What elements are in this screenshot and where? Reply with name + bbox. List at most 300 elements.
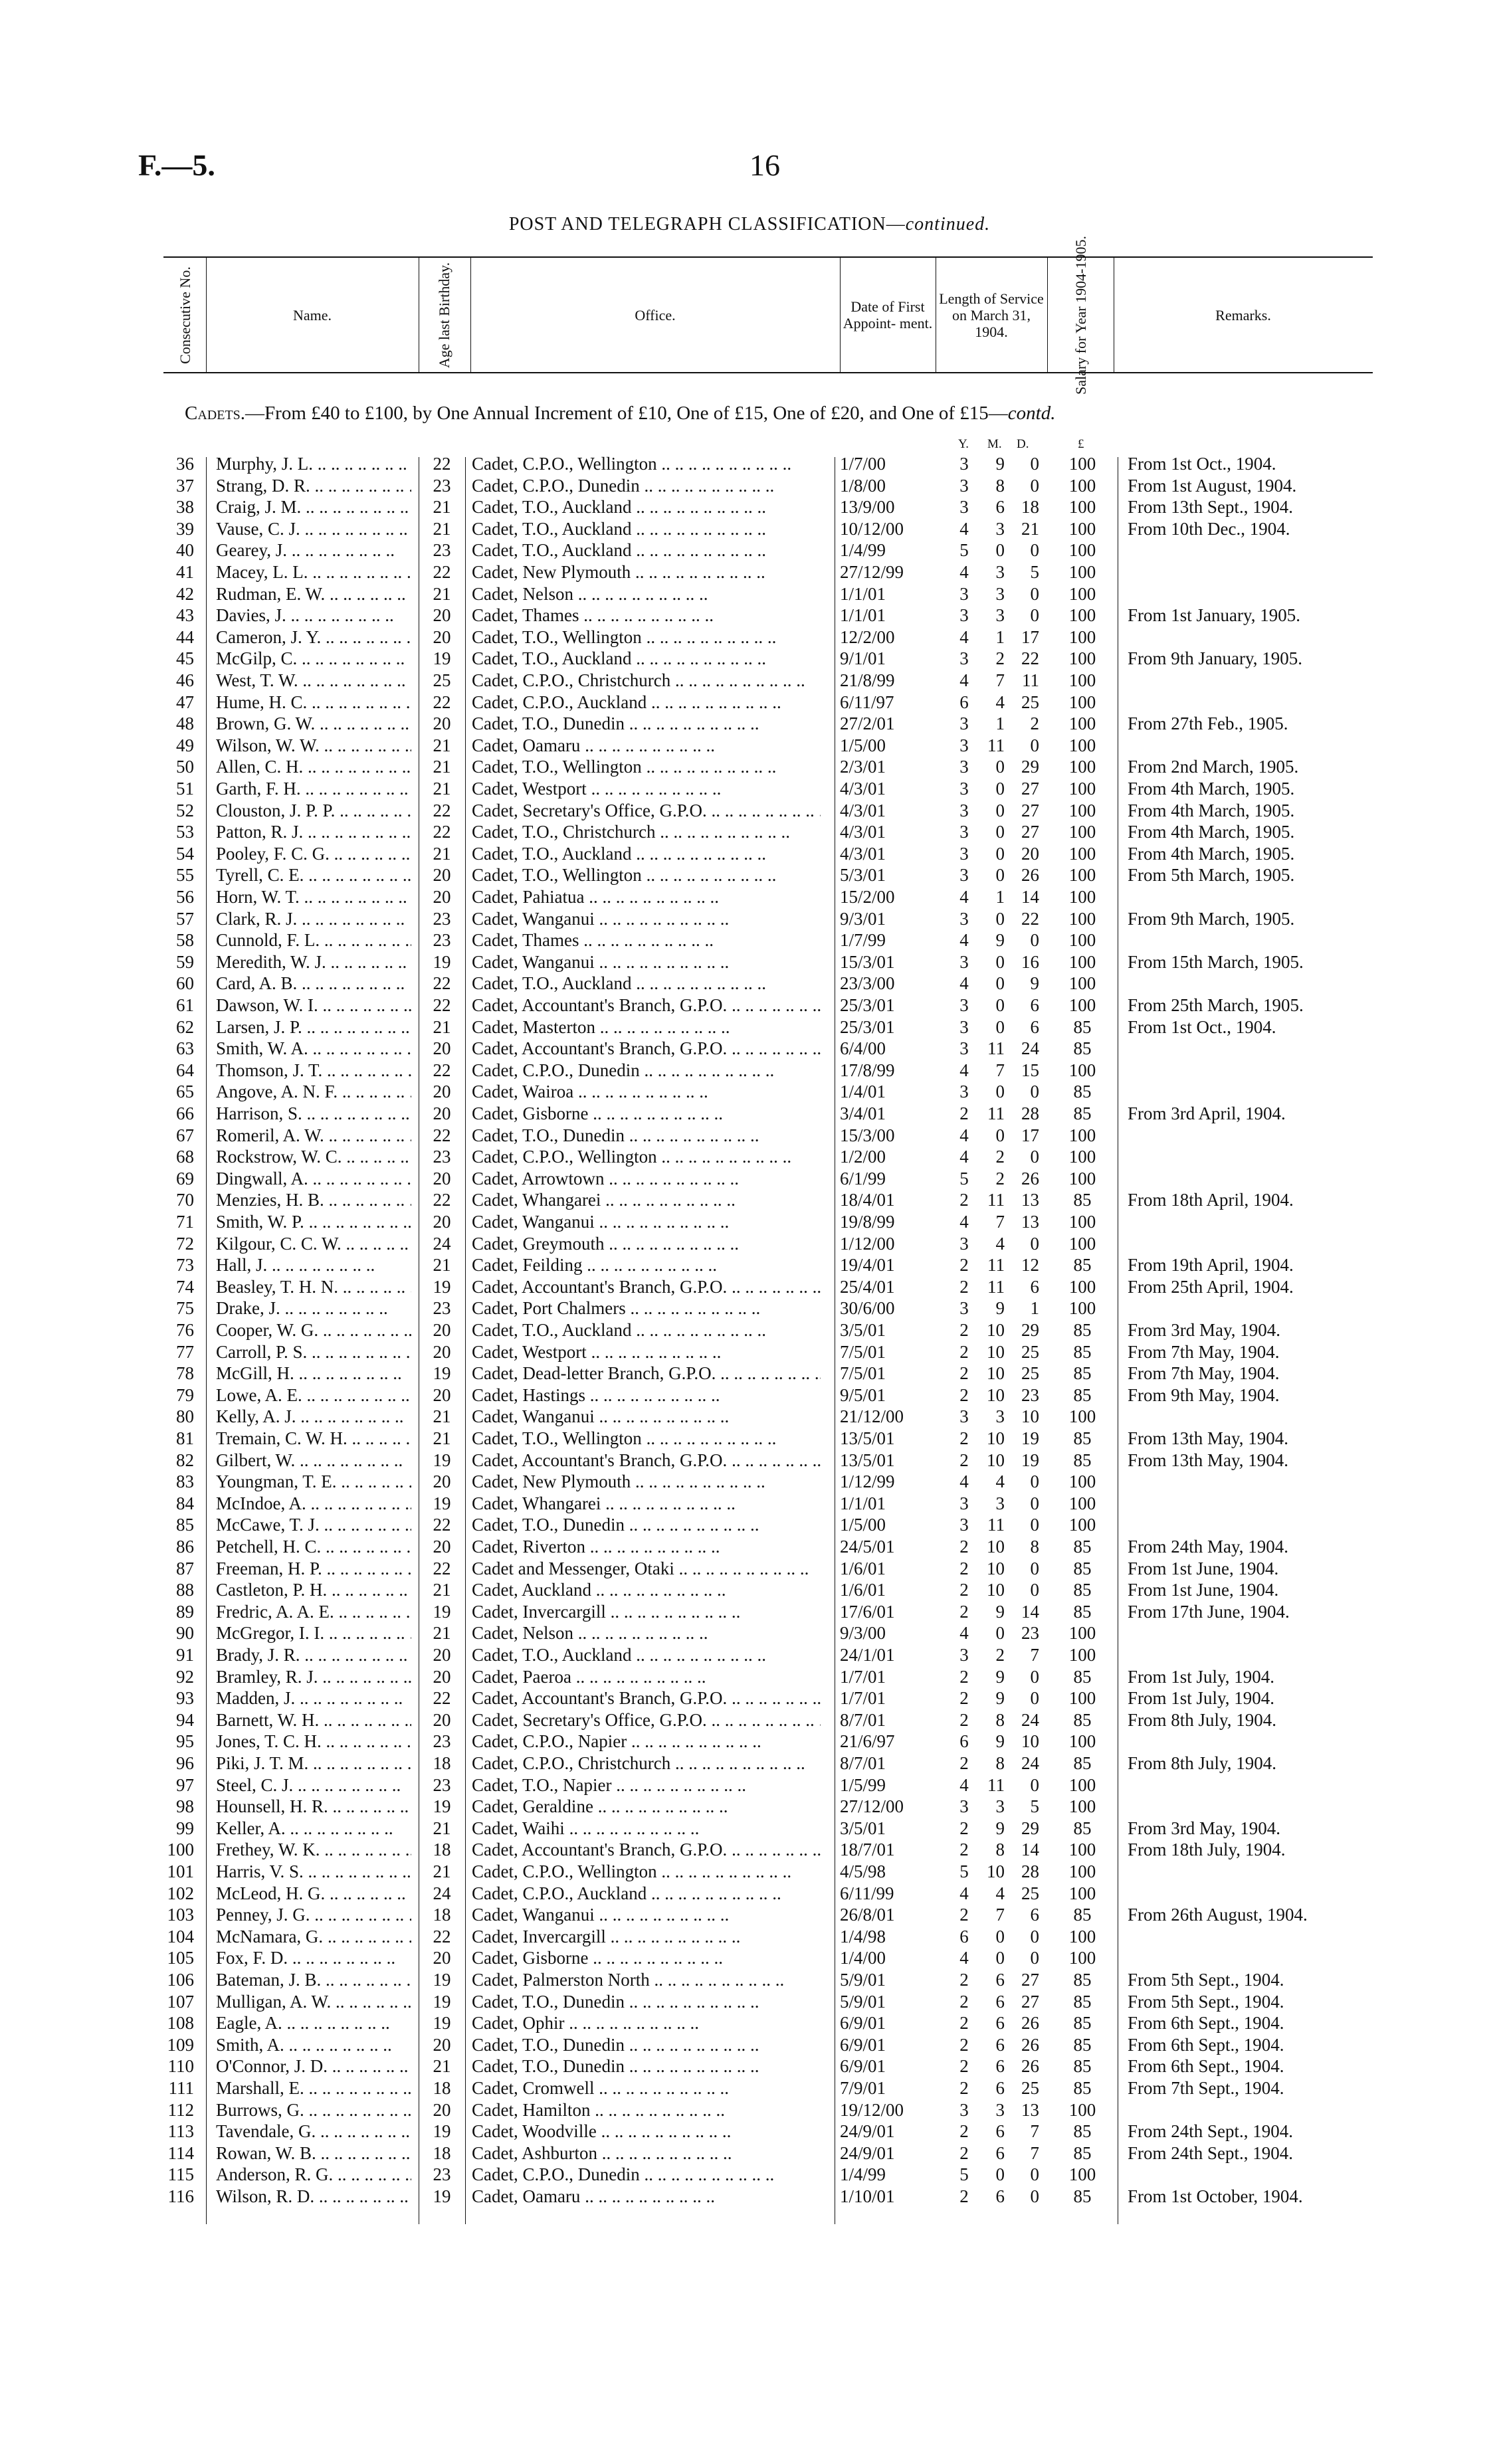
row-date: 1/12/00: [840, 1233, 895, 1254]
row-name: Cameron, J. Y. .. ..: [216, 626, 411, 648]
page-number: 16: [750, 148, 780, 182]
row-number: 95: [176, 1731, 194, 1752]
row-name: Smith, A. .. ..: [216, 2034, 411, 2055]
row-salary: 85: [1073, 1970, 1092, 1990]
row-office: Cadet, C.P.O., Wellington .. ..: [472, 1861, 821, 1882]
row-months: 10: [987, 1341, 1005, 1362]
row-days: 5: [1030, 562, 1039, 582]
row-years: 4: [959, 1060, 969, 1080]
col-age: Age last Birthday.: [436, 262, 453, 368]
row-years: 2: [959, 1905, 969, 1925]
row-salary: 100: [1068, 1212, 1096, 1232]
row-name: Murphy, J. L. .. ..: [216, 453, 411, 474]
row-number: 102: [167, 1883, 194, 1903]
row-remarks: From 7th Sept., 1904.: [1128, 2078, 1284, 2098]
row-days: 17: [1021, 1125, 1039, 1145]
row-date: 13/5/01: [840, 1428, 895, 1448]
row-salary: 85: [1073, 2013, 1092, 2034]
table-row: [0, 1254, 1499, 1276]
table-row: [0, 1731, 1499, 1752]
row-salary: 85: [1073, 1580, 1092, 1600]
row-number: 90: [176, 1623, 194, 1644]
row-months: 6: [995, 2034, 1005, 2055]
table-row: [0, 929, 1499, 951]
row-months: 9: [995, 1731, 1005, 1752]
table-row: [0, 561, 1499, 583]
row-months: 11: [987, 1276, 1005, 1297]
row-office: Cadet, T.O., Dunedin .. ..: [472, 2055, 821, 2077]
row-name: Patton, R. J. .. ..: [216, 821, 411, 842]
row-name: Menzies, H. B. .. ..: [216, 1189, 411, 1210]
row-date: 6/9/01: [840, 2056, 886, 2077]
row-number: 87: [176, 1558, 194, 1578]
row-days: 0: [1030, 1147, 1039, 1167]
row-date: 9/3/01: [840, 908, 886, 929]
row-number: 64: [176, 1060, 194, 1080]
row-salary: 100: [1068, 843, 1096, 864]
row-name: Tavendale, G. .. ..: [216, 2121, 411, 2142]
row-years: 3: [959, 865, 969, 886]
row-days: 0: [1030, 1082, 1039, 1102]
row-years: 3: [959, 475, 969, 496]
row-office: Cadet, T.O., Wellington .. ..: [472, 1428, 821, 1449]
row-date: 3/4/01: [840, 1103, 886, 1123]
row-months: 0: [995, 1948, 1005, 1968]
row-age: 20: [433, 1709, 451, 1730]
col-office: Office.: [635, 306, 676, 324]
row-years: 4: [959, 1212, 969, 1232]
row-office: Cadet, Accountant's Branch, G.P.O. .. ..: [472, 1687, 821, 1709]
row-age: 21: [433, 1255, 451, 1276]
row-age: 20: [433, 887, 451, 907]
row-age: 23: [433, 540, 451, 561]
row-number: 73: [176, 1255, 194, 1276]
row-age: 19: [433, 1363, 451, 1384]
row-number: 82: [176, 1450, 194, 1470]
row-months: 6: [995, 2186, 1005, 2206]
row-name: Fox, F. D. .. ..: [216, 1947, 411, 1968]
row-salary: 100: [1068, 1406, 1096, 1427]
row-age: 20: [433, 1212, 451, 1232]
document-code: F.—5.: [138, 148, 215, 182]
table-row: [0, 648, 1499, 669]
row-remarks: From 8th July, 1904.: [1128, 1709, 1277, 1730]
row-date: 27/2/01: [840, 713, 895, 734]
row-months: 7: [995, 670, 1005, 690]
row-name: Cunnold, F. L. .. ..: [216, 929, 411, 951]
table-row: [0, 2186, 1499, 2207]
row-date: 19/12/00: [840, 2099, 904, 2120]
row-name: Eagle, A. .. ..: [216, 2012, 411, 2034]
row-number: 59: [176, 951, 194, 972]
row-name: Drake, J. .. ..: [216, 1297, 411, 1319]
row-years: 2: [959, 1666, 969, 1687]
row-date: 6/11/97: [840, 692, 894, 712]
row-remarks: From 25th April, 1904.: [1128, 1276, 1294, 1297]
table-row: [0, 908, 1499, 929]
row-months: 6: [995, 2142, 1005, 2163]
row-salary: 85: [1073, 1190, 1092, 1210]
row-salary: 100: [1068, 1168, 1096, 1188]
row-office: Cadet, Nelson .. ..: [472, 583, 821, 605]
row-months: 6: [995, 1970, 1005, 1990]
row-name: Wilson, R. D. .. ..: [216, 2186, 411, 2207]
row-office: Cadet, Whangarei .. ..: [472, 1189, 821, 1210]
table-row: [0, 518, 1499, 539]
row-years: 2: [959, 1601, 969, 1622]
row-years: 4: [959, 670, 969, 690]
row-months: 0: [995, 800, 1005, 820]
row-months: 3: [995, 605, 1005, 626]
row-days: 19: [1021, 1450, 1039, 1470]
row-age: 22: [433, 1688, 451, 1709]
row-days: 16: [1021, 951, 1039, 972]
row-years: 3: [959, 1796, 969, 1817]
row-years: 2: [959, 1363, 969, 1384]
row-days: 0: [1030, 475, 1039, 496]
row-number: 54: [176, 843, 194, 864]
row-months: 9: [995, 930, 1005, 951]
row-date: 1/5/00: [840, 735, 886, 755]
col-salary: Salary for Year 1904-1905.: [1072, 235, 1089, 395]
row-days: 11: [1022, 670, 1039, 690]
row-age: 19: [433, 1796, 451, 1817]
row-date: 9/3/00: [840, 1623, 886, 1644]
row-years: 2: [959, 1537, 969, 1557]
row-number: 41: [176, 562, 194, 582]
row-date: 8/7/01: [840, 1709, 886, 1730]
page-title: [0, 214, 1499, 235]
col-remarks: Remarks.: [1215, 306, 1271, 324]
row-salary: 85: [1073, 1363, 1092, 1384]
row-salary: 100: [1068, 692, 1096, 712]
row-months: 3: [995, 562, 1005, 582]
row-date: 24/5/01: [840, 1537, 895, 1557]
row-office: Cadet, T.O., Wellington .. ..: [472, 864, 821, 886]
row-date: 9/5/01: [840, 1384, 886, 1405]
row-office: Cadet, Accountant's Branch, G.P.O. .. ..: [472, 1839, 821, 1860]
row-age: 22: [433, 822, 451, 842]
table-row: [0, 1211, 1499, 1232]
row-years: 2: [959, 1384, 969, 1405]
row-office: Cadet, Westport .. ..: [472, 1341, 821, 1363]
row-age: 19: [433, 1276, 451, 1297]
row-age: 19: [433, 2186, 451, 2206]
row-days: 27: [1021, 1991, 1039, 2012]
row-name: O'Connor, J. D. .. ..: [216, 2055, 411, 2077]
row-office: Cadet, Westport .. ..: [472, 778, 821, 799]
row-years: 2: [959, 2142, 969, 2163]
table-row: [0, 1406, 1499, 1427]
row-age: 19: [433, 1601, 451, 1622]
row-remarks: From 1st October, 1904.: [1128, 2186, 1303, 2206]
row-remarks: From 9th March, 1905.: [1128, 908, 1295, 929]
row-months: 2: [995, 1147, 1005, 1167]
row-remarks: From 5th Sept., 1904.: [1128, 1970, 1284, 1990]
row-days: 0: [1030, 2186, 1039, 2206]
row-number: 112: [167, 2099, 194, 2120]
row-office: Cadet, Waihi .. ..: [472, 1818, 821, 1839]
row-salary: 85: [1073, 2121, 1092, 2142]
row-number: 51: [176, 779, 194, 799]
row-salary: 100: [1068, 605, 1096, 626]
row-name: Lowe, A. E. .. ..: [216, 1384, 411, 1406]
row-name: Gearey, J. .. ..: [216, 539, 411, 561]
row-age: 22: [433, 562, 451, 582]
row-days: 29: [1021, 1320, 1039, 1340]
row-office: Cadet, Feilding .. ..: [472, 1254, 821, 1276]
row-years: 4: [959, 1623, 969, 1644]
row-name: Horn, W. T. .. ..: [216, 886, 411, 907]
row-age: 20: [433, 713, 451, 734]
table-row: [0, 1839, 1499, 1860]
row-date: 7/9/01: [840, 2078, 886, 2098]
row-date: 1/7/00: [840, 454, 886, 474]
table-row: [0, 995, 1499, 1016]
row-name: Clouston, J. P. P. .. ..: [216, 800, 411, 821]
row-months: 9: [995, 1666, 1005, 1687]
column-header: [163, 235, 1373, 395]
row-salary: 100: [1068, 1688, 1096, 1709]
table-row: [0, 800, 1499, 821]
section-label: Cadets.: [185, 403, 246, 424]
row-age: 21: [433, 735, 451, 755]
row-days: 25: [1021, 1883, 1039, 1903]
row-months: 0: [995, 1016, 1005, 1037]
row-number: 49: [176, 735, 194, 755]
table-row: [0, 713, 1499, 734]
row-months: 10: [987, 1320, 1005, 1340]
row-salary: 85: [1073, 1666, 1092, 1687]
row-age: 20: [433, 2034, 451, 2055]
row-office: Cadet, Port Chalmers .. ..: [472, 1297, 821, 1319]
row-salary: 85: [1073, 1905, 1092, 1925]
row-date: 17/8/99: [840, 1060, 895, 1080]
row-age: 21: [433, 2056, 451, 2077]
table-row: [0, 1861, 1499, 1882]
row-date: 21/6/97: [840, 1731, 895, 1752]
row-date: 21/8/99: [840, 670, 895, 690]
row-date: 15/3/01: [840, 951, 895, 972]
row-number: 75: [176, 1298, 194, 1319]
row-remarks: From 6th Sept., 1904.: [1128, 2056, 1284, 2077]
row-date: 25/3/01: [840, 995, 895, 1015]
table-row: [0, 583, 1499, 605]
row-name: Cooper, W. G. .. ..: [216, 1319, 411, 1341]
row-number: 68: [176, 1147, 194, 1167]
row-number: 103: [167, 1905, 194, 1925]
row-days: 6: [1030, 1276, 1039, 1297]
row-age: 21: [433, 1818, 451, 1838]
row-age: 18: [433, 1753, 451, 1773]
row-days: 0: [1030, 1774, 1039, 1795]
row-number: 36: [176, 454, 194, 474]
row-name: Bramley, R. J. .. ..: [216, 1666, 411, 1687]
row-date: 6/4/00: [840, 1038, 886, 1059]
row-months: 10: [987, 1580, 1005, 1600]
row-salary: 85: [1073, 1428, 1092, 1448]
row-salary: 100: [1068, 1147, 1096, 1167]
row-salary: 85: [1073, 2186, 1092, 2206]
row-months: 0: [995, 995, 1005, 1015]
row-salary: 100: [1068, 1060, 1096, 1080]
row-number: 109: [167, 2034, 194, 2055]
row-name: Dingwall, A. .. ..: [216, 1168, 411, 1189]
row-age: 24: [433, 1883, 451, 1903]
row-months: 8: [995, 1753, 1005, 1773]
row-age: 20: [433, 2099, 451, 2120]
row-days: 9: [1030, 973, 1039, 994]
row-years: 2: [959, 1991, 969, 2012]
row-number: 45: [176, 648, 194, 669]
row-name: McGill, H. .. ..: [216, 1363, 411, 1384]
row-remarks: From 25th March, 1905.: [1128, 995, 1304, 1015]
row-months: 1: [995, 713, 1005, 734]
row-years: 5: [959, 540, 969, 561]
row-number: 98: [176, 1796, 194, 1817]
row-office: Cadet, Riverton .. ..: [472, 1536, 821, 1557]
row-name: Harrison, S. .. ..: [216, 1103, 411, 1124]
row-days: 0: [1030, 605, 1039, 626]
row-salary: 85: [1073, 1038, 1092, 1059]
row-date: 7/5/01: [840, 1341, 886, 1362]
row-office: Cadet, C.P.O., Dunedin .. ..: [472, 475, 821, 496]
row-date: 1/6/01: [840, 1580, 886, 1600]
row-name: Penney, J. G. .. ..: [216, 1904, 411, 1925]
row-days: 6: [1030, 1905, 1039, 1925]
row-salary: 100: [1068, 800, 1096, 820]
col-consecutive-no: Consecutive No.: [176, 266, 193, 364]
row-days: 25: [1021, 2078, 1039, 2098]
row-age: 25: [433, 670, 451, 690]
row-salary: 85: [1073, 1016, 1092, 1037]
row-days: 26: [1021, 2034, 1039, 2055]
row-months: 0: [995, 1082, 1005, 1102]
row-number: 37: [176, 475, 194, 496]
row-number: 81: [176, 1428, 194, 1448]
row-age: 20: [433, 1645, 451, 1665]
row-date: 1/7/99: [840, 930, 886, 951]
row-number: 88: [176, 1580, 194, 1600]
row-years: 5: [959, 1168, 969, 1188]
row-date: 24/1/01: [840, 1645, 895, 1665]
row-years: 6: [959, 1731, 969, 1752]
row-years: 3: [959, 843, 969, 864]
row-age: 21: [433, 583, 451, 604]
row-number: 105: [167, 1948, 194, 1968]
row-name: Fredric, A. A. E. .. ..: [216, 1601, 411, 1622]
row-salary: 85: [1073, 1991, 1092, 2012]
table-row: [0, 2164, 1499, 2185]
row-days: 0: [1030, 454, 1039, 474]
row-days: 2: [1030, 713, 1039, 734]
table-row: [0, 1753, 1499, 1774]
row-age: 22: [433, 1558, 451, 1578]
row-days: 15: [1021, 1060, 1039, 1080]
table-row: [0, 1363, 1499, 1384]
row-name: McLeod, H. G. .. ..: [216, 1883, 411, 1904]
row-name: Beasley, T. H. N. .. ..: [216, 1276, 411, 1297]
table-row: [0, 2121, 1499, 2142]
row-date: 1/7/01: [840, 1666, 886, 1687]
row-months: 4: [995, 1883, 1005, 1903]
row-remarks: From 3rd May, 1904.: [1128, 1818, 1280, 1838]
row-years: 3: [959, 1515, 969, 1535]
row-remarks: From 13th May, 1904.: [1128, 1450, 1288, 1470]
row-years: 2: [959, 1580, 969, 1600]
row-name: Frethey, W. K. .. ..: [216, 1839, 411, 1860]
row-age: 23: [433, 908, 451, 929]
row-years: 3: [959, 1406, 969, 1427]
row-number: 106: [167, 1970, 194, 1990]
row-name: Hall, J. .. ..: [216, 1254, 411, 1276]
table-row: [0, 843, 1499, 864]
row-years: 2: [959, 2056, 969, 2077]
row-days: 0: [1030, 583, 1039, 604]
row-days: 5: [1030, 1796, 1039, 1817]
row-name: Angove, A. N. F. .. ..: [216, 1081, 411, 1102]
row-number: 76: [176, 1320, 194, 1340]
row-salary: 100: [1068, 583, 1096, 604]
row-name: Clark, R. J. .. ..: [216, 908, 411, 929]
row-months: 10: [987, 1428, 1005, 1448]
row-name: Craig, J. M. .. ..: [216, 496, 411, 518]
row-date: 12/2/00: [840, 626, 895, 647]
row-years: 4: [959, 1147, 969, 1167]
row-number: 71: [176, 1212, 194, 1232]
row-age: 21: [433, 843, 451, 864]
row-months: 1: [995, 887, 1005, 907]
row-office: Cadet, Wanganui .. ..: [472, 951, 821, 973]
row-number: 94: [176, 1709, 194, 1730]
row-age: 22: [433, 1125, 451, 1145]
row-office: Cadet, Wanganui .. ..: [472, 908, 821, 929]
row-date: 4/3/01: [840, 843, 886, 864]
row-number: 101: [167, 1861, 194, 1881]
row-days: 18: [1021, 497, 1039, 518]
row-date: 18/7/01: [840, 1840, 895, 1860]
row-date: 1/12/99: [840, 1471, 895, 1492]
row-days: 0: [1030, 1580, 1039, 1600]
row-date: 27/12/00: [840, 1796, 904, 1817]
row-date: 5/9/01: [840, 1970, 886, 1990]
row-date: 3/5/01: [840, 1818, 886, 1838]
row-date: 1/4/98: [840, 1926, 886, 1946]
row-office: Cadet, T.O., Dunedin .. ..: [472, 713, 821, 734]
row-name: Rudman, E. W. .. ..: [216, 583, 411, 605]
row-date: 4/5/98: [840, 1861, 886, 1881]
row-name: Smith, W. P. .. ..: [216, 1211, 411, 1232]
row-salary: 85: [1073, 1753, 1092, 1773]
table-row: [0, 1666, 1499, 1687]
row-salary: 85: [1073, 1255, 1092, 1276]
row-name: Allen, C. H. .. ..: [216, 756, 411, 777]
row-salary: 85: [1073, 1537, 1092, 1557]
row-office: Cadet, Paeroa .. ..: [472, 1666, 821, 1687]
row-years: 5: [959, 1861, 969, 1881]
row-name: Card, A. B. .. ..: [216, 973, 411, 994]
row-office: Cadet, Auckland .. ..: [472, 1579, 821, 1600]
row-date: 21/12/00: [840, 1406, 904, 1427]
row-age: 21: [433, 1580, 451, 1600]
row-name: Jones, T. C. H. .. ..: [216, 1731, 411, 1752]
table-row: [0, 735, 1499, 756]
row-office: Cadet, Greymouth .. ..: [472, 1233, 821, 1254]
row-age: 20: [433, 1038, 451, 1059]
row-office: Cadet, Accountant's Branch, G.P.O. .. ..: [472, 1276, 821, 1297]
row-days: 28: [1021, 1103, 1039, 1123]
row-number: 55: [176, 865, 194, 886]
